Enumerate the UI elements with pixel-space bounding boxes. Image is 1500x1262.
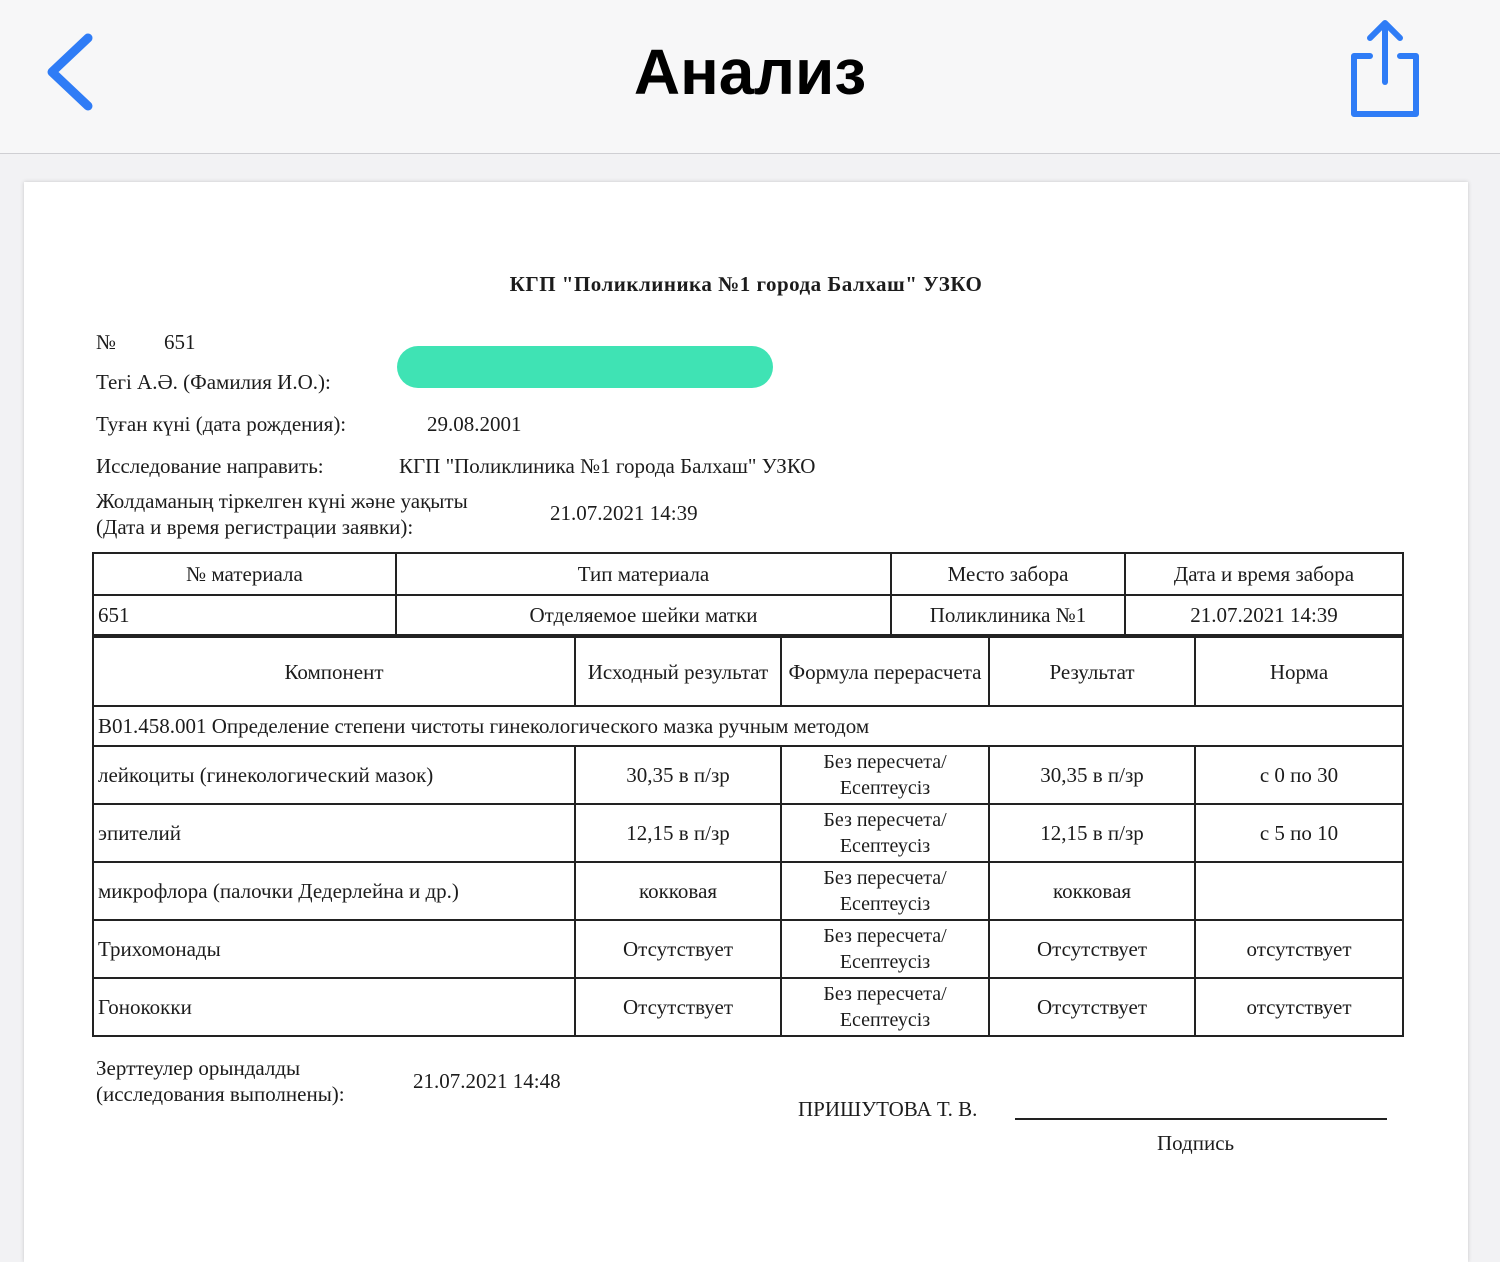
result-cell: кокковая [989,862,1195,920]
material-cell: 651 [93,595,396,635]
signature-line [1015,1118,1387,1120]
material-cell: 21.07.2021 14:39 [1125,595,1403,635]
results-header-cell: Исходный результат [575,637,781,706]
registration-datetime: 21.07.2021 14:39 [550,501,698,525]
results-header-cell: Результат [989,637,1195,706]
registration-label-kz: Жолдаманың тіркелген күні және уақыты [96,489,468,513]
norm-cell: отсутствует [1195,920,1403,978]
doctor-name: ПРИШУТОВА Т. В. [798,1097,978,1121]
birth-date-value: 29.08.2001 [427,412,522,436]
component-cell: лейкоциты (гинекологический мазок) [93,746,575,804]
signature-label: Подпись [1157,1131,1235,1155]
results-header-cell: Компонент [93,637,575,706]
navigation-bar [0,0,1500,154]
results-table [92,636,1404,1037]
result-cell: Отсутствует [989,920,1195,978]
completed-datetime: 21.07.2021 14:48 [413,1069,561,1093]
initial-result-cell: Отсутствует [575,978,781,1036]
formula-cell: Без пересчета/ Есептеусіз [781,862,989,920]
results-header-row [93,637,1403,706]
formula-cell: Без пересчета/ Есептеусіз [781,978,989,1036]
result-cell: 12,15 в п/зр [989,804,1195,862]
component-cell: Гонококки [93,978,575,1036]
material-header-cell: Место забора [891,553,1125,595]
component-cell: эпителий [93,804,575,862]
table-row [93,862,1403,920]
referral-value: КГП "Поликлиника №1 города Балхаш" УЗКО [399,454,816,478]
initial-result-cell: 12,15 в п/зр [575,804,781,862]
result-cell: 30,35 в п/зр [989,746,1195,804]
document-org-title: КГП "Поликлиника №1 города Балхаш" УЗКО [509,272,983,296]
table-row [93,978,1403,1036]
norm-cell: с 5 по 10 [1195,804,1403,862]
number-value: 651 [164,330,196,354]
material-table [92,552,1404,636]
table-row [93,804,1403,862]
material-cell: Отделяемое шейки матки [396,595,891,635]
result-cell: Отсутствует [989,978,1195,1036]
material-header-cell: № материала [93,553,396,595]
component-cell: микрофлора (палочки Дедерлейна и др.) [93,862,575,920]
material-row [93,595,1403,635]
material-header-cell: Тип материала [396,553,891,595]
norm-cell: с 0 по 30 [1195,746,1403,804]
share-button[interactable] [1340,18,1430,118]
formula-cell: Без пересчета/ Есептеусіз [781,920,989,978]
table-row [93,920,1403,978]
birth-date-label: Туған күні (дата рождения): [96,412,347,436]
number-label: № [96,330,117,354]
results-header-cell: Формула перерасчета [781,637,989,706]
referral-label: Исследование направить: [96,454,324,478]
initial-result-cell: 30,35 в п/зр [575,746,781,804]
share-icon [1340,18,1430,118]
results-section-row [93,706,1403,746]
norm-cell: отсутствует [1195,978,1403,1036]
norm-cell [1195,862,1403,920]
initial-result-cell: кокковая [575,862,781,920]
component-cell: Трихомонады [93,920,575,978]
redacted-patient-name [397,346,773,388]
material-header-cell: Дата и время забора [1125,553,1403,595]
completed-label-kz: Зерттеулер орындалды [96,1056,301,1080]
material-cell: Поликлиника №1 [891,595,1125,635]
page-title: Анализ [633,36,867,108]
registration-label-ru: (Дата и время регистрации заявки): [96,515,414,539]
initial-result-cell: Отсутствует [575,920,781,978]
table-row [93,746,1403,804]
formula-cell: Без пересчета/ Есептеусіз [781,804,989,862]
results-header-cell: Норма [1195,637,1403,706]
completed-label-ru: (исследования выполнены): [96,1082,345,1106]
results-section-title: B01.458.001 Определение степени чистоты гинекологического мазка ручным методом [93,706,1403,746]
patient-name-label: Тегі А.Ә. (Фамилия И.О.): [96,370,331,394]
material-header-row [93,553,1403,595]
formula-cell: Без пересчета/ Есептеусіз [781,746,989,804]
